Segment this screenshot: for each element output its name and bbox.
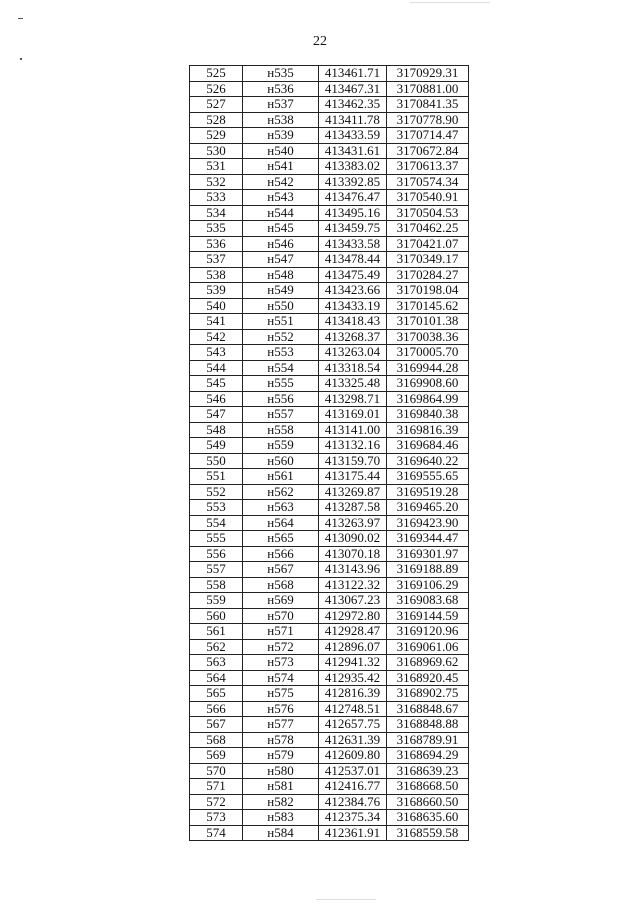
row-number: 535	[190, 221, 243, 237]
table-row	[190, 391, 469, 407]
y-coordinate: 3169908.60	[387, 376, 469, 392]
table-row	[190, 748, 469, 764]
row-number: 546	[190, 391, 243, 407]
point-name: н576	[243, 701, 319, 717]
y-coordinate: 3168848.88	[387, 717, 469, 733]
row-number: 539	[190, 283, 243, 299]
row-number: 528	[190, 112, 243, 128]
y-coordinate: 3169555.65	[387, 469, 469, 485]
page-number: 22	[313, 34, 327, 49]
table-row	[190, 159, 469, 175]
row-number: 537	[190, 252, 243, 268]
row-number: 562	[190, 639, 243, 655]
y-coordinate: 3170881.00	[387, 81, 469, 97]
point-name: н556	[243, 391, 319, 407]
point-name: н569	[243, 593, 319, 609]
x-coordinate: 413175.44	[319, 469, 387, 485]
x-coordinate: 413090.02	[319, 531, 387, 547]
coordinates-table	[189, 65, 469, 841]
x-coordinate: 412537.01	[319, 763, 387, 779]
row-number: 573	[190, 810, 243, 826]
table-row	[190, 686, 469, 702]
y-coordinate: 3168789.91	[387, 732, 469, 748]
row-number: 553	[190, 500, 243, 516]
y-coordinate: 3170778.90	[387, 112, 469, 128]
point-name: н579	[243, 748, 319, 764]
table-row	[190, 453, 469, 469]
table-row	[190, 500, 469, 516]
table-row	[190, 438, 469, 454]
row-number: 554	[190, 515, 243, 531]
table-row	[190, 236, 469, 252]
x-coordinate: 413067.23	[319, 593, 387, 609]
y-coordinate: 3170005.70	[387, 345, 469, 361]
y-coordinate: 3170421.07	[387, 236, 469, 252]
x-coordinate: 412941.32	[319, 655, 387, 671]
y-coordinate: 3168969.62	[387, 655, 469, 671]
y-coordinate: 3168660.50	[387, 794, 469, 810]
table-row	[190, 562, 469, 578]
point-name: н561	[243, 469, 319, 485]
y-coordinate: 3170504.53	[387, 205, 469, 221]
y-coordinate: 3169519.28	[387, 484, 469, 500]
x-coordinate: 413325.48	[319, 376, 387, 392]
x-coordinate: 413418.43	[319, 314, 387, 330]
point-name: н538	[243, 112, 319, 128]
row-number: 574	[190, 825, 243, 841]
table-row	[190, 670, 469, 686]
y-coordinate: 3170145.62	[387, 298, 469, 314]
y-coordinate: 3170198.04	[387, 283, 469, 299]
point-name: н551	[243, 314, 319, 330]
table-row	[190, 810, 469, 826]
point-name: н581	[243, 779, 319, 795]
y-coordinate: 3169106.29	[387, 577, 469, 593]
table-row	[190, 577, 469, 593]
point-name: н583	[243, 810, 319, 826]
row-number: 543	[190, 345, 243, 361]
x-coordinate: 412748.51	[319, 701, 387, 717]
point-name: н555	[243, 376, 319, 392]
x-coordinate: 412657.75	[319, 717, 387, 733]
scan-artifact-top	[410, 2, 490, 3]
table-row	[190, 732, 469, 748]
x-coordinate: 413287.58	[319, 500, 387, 516]
point-name: н563	[243, 500, 319, 516]
x-coordinate: 412816.39	[319, 686, 387, 702]
row-number: 540	[190, 298, 243, 314]
x-coordinate: 413263.97	[319, 515, 387, 531]
point-name: н570	[243, 608, 319, 624]
row-number: 564	[190, 670, 243, 686]
point-name: н552	[243, 329, 319, 345]
row-number: 538	[190, 267, 243, 283]
y-coordinate: 3170101.38	[387, 314, 469, 330]
y-coordinate: 3170284.27	[387, 267, 469, 283]
row-number: 525	[190, 66, 243, 82]
table-row	[190, 546, 469, 562]
table-row	[190, 81, 469, 97]
y-coordinate: 3170349.17	[387, 252, 469, 268]
table-row	[190, 112, 469, 128]
table-row	[190, 469, 469, 485]
x-coordinate: 413132.16	[319, 438, 387, 454]
point-name: н542	[243, 174, 319, 190]
row-number: 544	[190, 360, 243, 376]
y-coordinate: 3169344.47	[387, 531, 469, 547]
row-number: 527	[190, 97, 243, 113]
table-row	[190, 283, 469, 299]
row-number: 567	[190, 717, 243, 733]
point-name: н572	[243, 639, 319, 655]
scan-artifact-bottom	[316, 899, 376, 900]
row-number: 530	[190, 143, 243, 159]
point-name: н584	[243, 825, 319, 841]
x-coordinate: 413431.61	[319, 143, 387, 159]
row-number: 541	[190, 314, 243, 330]
row-number: 529	[190, 128, 243, 144]
y-coordinate: 3169640.22	[387, 453, 469, 469]
point-name: н553	[243, 345, 319, 361]
x-coordinate: 413475.49	[319, 267, 387, 283]
table-row	[190, 717, 469, 733]
row-number: 563	[190, 655, 243, 671]
row-number: 534	[190, 205, 243, 221]
point-name: н580	[243, 763, 319, 779]
row-number: 571	[190, 779, 243, 795]
table-row	[190, 655, 469, 671]
x-coordinate: 412631.39	[319, 732, 387, 748]
table-row	[190, 143, 469, 159]
x-coordinate: 413269.87	[319, 484, 387, 500]
point-name: н545	[243, 221, 319, 237]
row-number: 533	[190, 190, 243, 206]
point-name: н549	[243, 283, 319, 299]
row-number: 551	[190, 469, 243, 485]
y-coordinate: 3170574.34	[387, 174, 469, 190]
x-coordinate: 413318.54	[319, 360, 387, 376]
point-name: н573	[243, 655, 319, 671]
point-name: н559	[243, 438, 319, 454]
x-coordinate: 412361.91	[319, 825, 387, 841]
x-coordinate: 413433.19	[319, 298, 387, 314]
y-coordinate: 3168902.75	[387, 686, 469, 702]
table-row	[190, 376, 469, 392]
table-row	[190, 252, 469, 268]
point-name: н546	[243, 236, 319, 252]
point-name: н558	[243, 422, 319, 438]
table-row	[190, 825, 469, 841]
table-row	[190, 531, 469, 547]
x-coordinate: 413141.00	[319, 422, 387, 438]
y-coordinate: 3170540.91	[387, 190, 469, 206]
y-coordinate: 3169301.97	[387, 546, 469, 562]
y-coordinate: 3170462.25	[387, 221, 469, 237]
row-number: 547	[190, 407, 243, 423]
y-coordinate: 3168920.45	[387, 670, 469, 686]
point-name: н539	[243, 128, 319, 144]
table-row	[190, 329, 469, 345]
x-coordinate: 412375.34	[319, 810, 387, 826]
y-coordinate: 3169061.06	[387, 639, 469, 655]
row-number: 566	[190, 701, 243, 717]
y-coordinate: 3169816.39	[387, 422, 469, 438]
row-number: 536	[190, 236, 243, 252]
row-number: 565	[190, 686, 243, 702]
point-name: н568	[243, 577, 319, 593]
point-name: н557	[243, 407, 319, 423]
row-number: 542	[190, 329, 243, 345]
row-number: 531	[190, 159, 243, 175]
row-number: 526	[190, 81, 243, 97]
point-name: н540	[243, 143, 319, 159]
x-coordinate: 413392.85	[319, 174, 387, 190]
table-row	[190, 267, 469, 283]
y-coordinate: 3169188.89	[387, 562, 469, 578]
table-row	[190, 593, 469, 609]
y-coordinate: 3169840.38	[387, 407, 469, 423]
row-number: 556	[190, 546, 243, 562]
y-coordinate: 3168639.23	[387, 763, 469, 779]
table-row	[190, 484, 469, 500]
scan-mark	[18, 18, 23, 19]
row-number: 548	[190, 422, 243, 438]
table-row	[190, 779, 469, 795]
point-name: н564	[243, 515, 319, 531]
table-row	[190, 360, 469, 376]
y-coordinate: 3169144.59	[387, 608, 469, 624]
table-row	[190, 639, 469, 655]
x-coordinate: 413459.75	[319, 221, 387, 237]
y-coordinate: 3169944.28	[387, 360, 469, 376]
point-name: н544	[243, 205, 319, 221]
y-coordinate: 3170841.35	[387, 97, 469, 113]
point-name: н554	[243, 360, 319, 376]
row-number: 552	[190, 484, 243, 500]
y-coordinate: 3169120.96	[387, 624, 469, 640]
y-coordinate: 3168635.60	[387, 810, 469, 826]
table-row	[190, 190, 469, 206]
x-coordinate: 412896.07	[319, 639, 387, 655]
point-name: н574	[243, 670, 319, 686]
point-name: н567	[243, 562, 319, 578]
coordinates-table-body	[190, 66, 469, 841]
table-row	[190, 701, 469, 717]
point-name: н547	[243, 252, 319, 268]
y-coordinate: 3170613.37	[387, 159, 469, 175]
y-coordinate: 3168848.67	[387, 701, 469, 717]
point-name: н537	[243, 97, 319, 113]
row-number: 558	[190, 577, 243, 593]
x-coordinate: 413169.01	[319, 407, 387, 423]
x-coordinate: 412416.77	[319, 779, 387, 795]
row-number: 559	[190, 593, 243, 609]
y-coordinate: 3169864.99	[387, 391, 469, 407]
y-coordinate: 3169684.46	[387, 438, 469, 454]
row-number: 550	[190, 453, 243, 469]
x-coordinate: 413383.02	[319, 159, 387, 175]
x-coordinate: 413433.58	[319, 236, 387, 252]
table-row	[190, 66, 469, 82]
y-coordinate: 3168559.58	[387, 825, 469, 841]
table-row	[190, 174, 469, 190]
x-coordinate: 412928.47	[319, 624, 387, 640]
x-coordinate: 413411.78	[319, 112, 387, 128]
x-coordinate: 412384.76	[319, 794, 387, 810]
point-name: н565	[243, 531, 319, 547]
point-name: н571	[243, 624, 319, 640]
x-coordinate: 413433.59	[319, 128, 387, 144]
x-coordinate: 413143.96	[319, 562, 387, 578]
point-name: н560	[243, 453, 319, 469]
table-row	[190, 624, 469, 640]
x-coordinate: 413476.47	[319, 190, 387, 206]
row-number: 549	[190, 438, 243, 454]
x-coordinate: 413298.71	[319, 391, 387, 407]
row-number: 545	[190, 376, 243, 392]
point-name: н562	[243, 484, 319, 500]
x-coordinate: 413070.18	[319, 546, 387, 562]
x-coordinate: 413423.66	[319, 283, 387, 299]
y-coordinate: 3169465.20	[387, 500, 469, 516]
x-coordinate: 413263.04	[319, 345, 387, 361]
y-coordinate: 3169083.68	[387, 593, 469, 609]
y-coordinate: 3170672.84	[387, 143, 469, 159]
x-coordinate: 412935.42	[319, 670, 387, 686]
x-coordinate: 413478.44	[319, 252, 387, 268]
row-number: 570	[190, 763, 243, 779]
point-name: н535	[243, 66, 319, 82]
y-coordinate: 3170929.31	[387, 66, 469, 82]
table-row	[190, 763, 469, 779]
row-number: 561	[190, 624, 243, 640]
table-row	[190, 345, 469, 361]
table-row	[190, 407, 469, 423]
y-coordinate: 3170714.47	[387, 128, 469, 144]
x-coordinate: 412609.80	[319, 748, 387, 764]
row-number: 560	[190, 608, 243, 624]
row-number: 572	[190, 794, 243, 810]
point-name: н550	[243, 298, 319, 314]
x-coordinate: 412972.80	[319, 608, 387, 624]
x-coordinate: 413467.31	[319, 81, 387, 97]
table-row	[190, 298, 469, 314]
row-number: 555	[190, 531, 243, 547]
x-coordinate: 413159.70	[319, 453, 387, 469]
row-number: 569	[190, 748, 243, 764]
y-coordinate: 3170038.36	[387, 329, 469, 345]
y-coordinate: 3168668.50	[387, 779, 469, 795]
table-row	[190, 515, 469, 531]
table-row	[190, 422, 469, 438]
point-name: н575	[243, 686, 319, 702]
table-row	[190, 97, 469, 113]
y-coordinate: 3168694.29	[387, 748, 469, 764]
table-row	[190, 314, 469, 330]
table-row	[190, 608, 469, 624]
x-coordinate: 413461.71	[319, 66, 387, 82]
point-name: н548	[243, 267, 319, 283]
row-number: 532	[190, 174, 243, 190]
point-name: н536	[243, 81, 319, 97]
y-coordinate: 3169423.90	[387, 515, 469, 531]
x-coordinate: 413495.16	[319, 205, 387, 221]
x-coordinate: 413462.35	[319, 97, 387, 113]
table-row	[190, 794, 469, 810]
point-name: н541	[243, 159, 319, 175]
x-coordinate: 413122.32	[319, 577, 387, 593]
row-number: 557	[190, 562, 243, 578]
point-name: н578	[243, 732, 319, 748]
table-row	[190, 205, 469, 221]
point-name: н566	[243, 546, 319, 562]
row-number: 568	[190, 732, 243, 748]
x-coordinate: 413268.37	[319, 329, 387, 345]
point-name: н543	[243, 190, 319, 206]
table-row	[190, 221, 469, 237]
point-name: н577	[243, 717, 319, 733]
scan-mark	[20, 58, 22, 60]
table-row	[190, 128, 469, 144]
point-name: н582	[243, 794, 319, 810]
